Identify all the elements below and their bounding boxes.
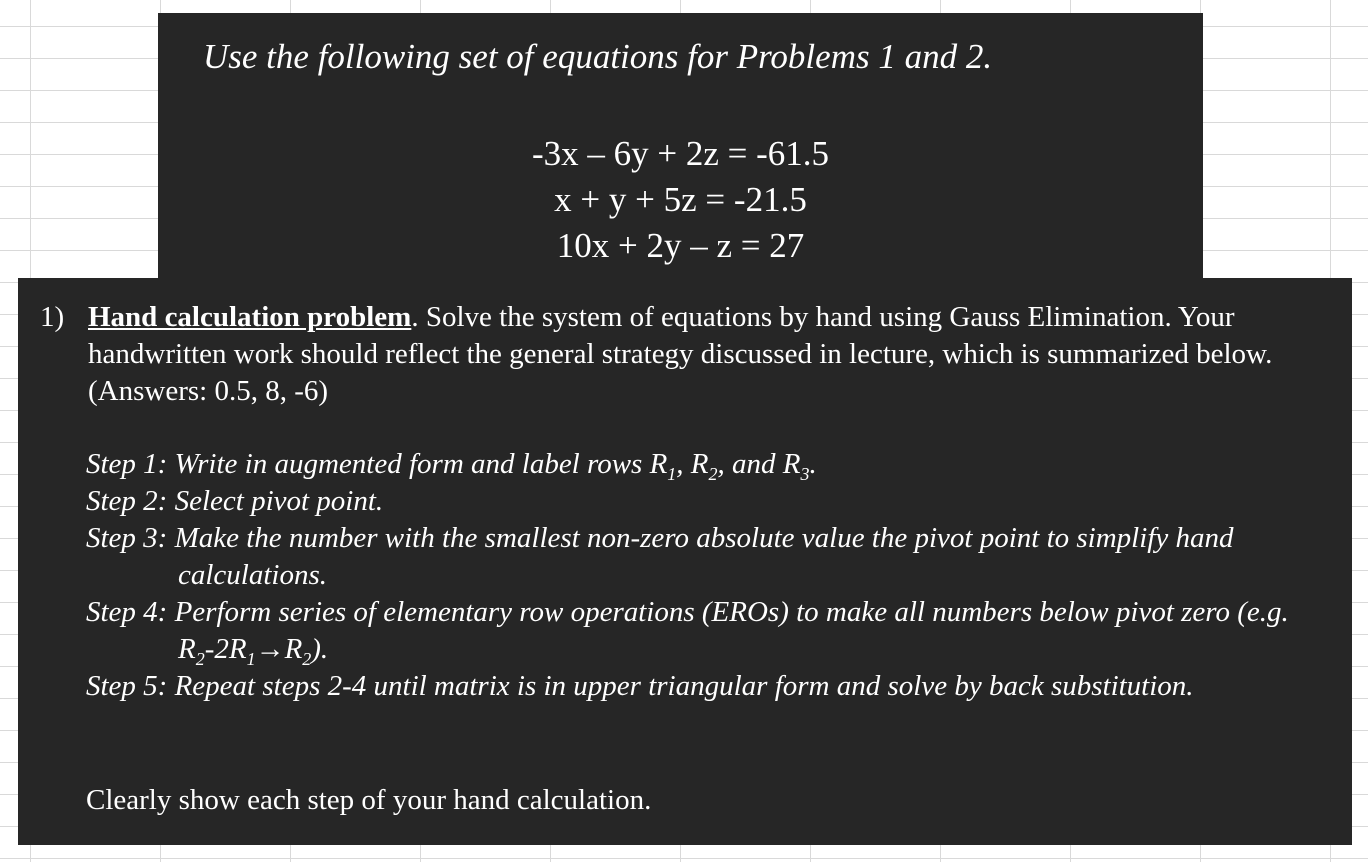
steps-list xyxy=(86,446,1306,705)
step-4-text: -2R xyxy=(204,633,247,665)
step-1-label: Step 1: xyxy=(86,448,168,480)
step-5 xyxy=(86,668,1306,705)
closing-instruction: Clearly show each step of your hand calculation. xyxy=(86,784,652,816)
step-2-label: Step 2: xyxy=(86,485,168,517)
step-1-text: Write in augmented form and label rows R xyxy=(167,448,668,480)
problem-number: 1) xyxy=(40,301,65,333)
equation-list xyxy=(158,131,1203,269)
step-3 xyxy=(86,520,1306,594)
step-1-text: . xyxy=(809,448,817,480)
equation-2: x + y + 5z = -21.5 xyxy=(554,180,807,219)
step-1-text: , and R xyxy=(717,448,801,480)
step-5-text: Repeat steps 2-4 until matrix is in upper triangular form and solve by back substitution. xyxy=(167,670,1194,702)
subscript: 2 xyxy=(302,648,312,669)
step-2 xyxy=(86,483,1306,520)
step-1-text: , R xyxy=(676,448,709,480)
step-4-text: ). xyxy=(311,633,329,665)
equation-1: -3x – 6y + 2z = -61.5 xyxy=(531,134,830,173)
subscript: 2 xyxy=(195,648,205,669)
step-5-label: Step 5: xyxy=(86,670,168,702)
subscript: 1 xyxy=(667,463,677,484)
intro-text: Use the following set of equations for Problems 1 and 2. xyxy=(203,37,993,76)
subscript: 1 xyxy=(246,648,256,669)
equation-3: 10x + 2y – z = 27 xyxy=(556,226,805,265)
step-1 xyxy=(86,446,1306,483)
step-2-text: Select pivot point. xyxy=(167,485,384,517)
problem-description: . Solve the system of equations by hand using Gauss Elimination. Your handwritten work should reflect the general strategy discussed in lecture, which is summarized below. (Answers: 0.5, 8, -6) xyxy=(88,301,1273,407)
step-3-label: Step 3: xyxy=(86,522,168,554)
step-4-label: Step 4: xyxy=(86,596,168,628)
step-4 xyxy=(86,594,1306,668)
problem-panel xyxy=(18,278,1352,845)
problem-statement xyxy=(40,299,1330,410)
equations-panel xyxy=(158,13,1203,283)
subscript: 3 xyxy=(800,463,810,484)
subscript: 2 xyxy=(708,463,718,484)
step-3-text: Make the number with the smallest non-zero absolute value the pivot point to simplify hand calculations. xyxy=(167,522,1234,591)
step-4-text: Perform series of elementary row operations (EROs) to make all numbers below pivot zero (e.g. R xyxy=(167,596,1289,665)
problem-title: Hand calculation problem xyxy=(88,301,412,333)
step-4-text: →R xyxy=(255,633,303,665)
problem-body xyxy=(88,299,1330,410)
